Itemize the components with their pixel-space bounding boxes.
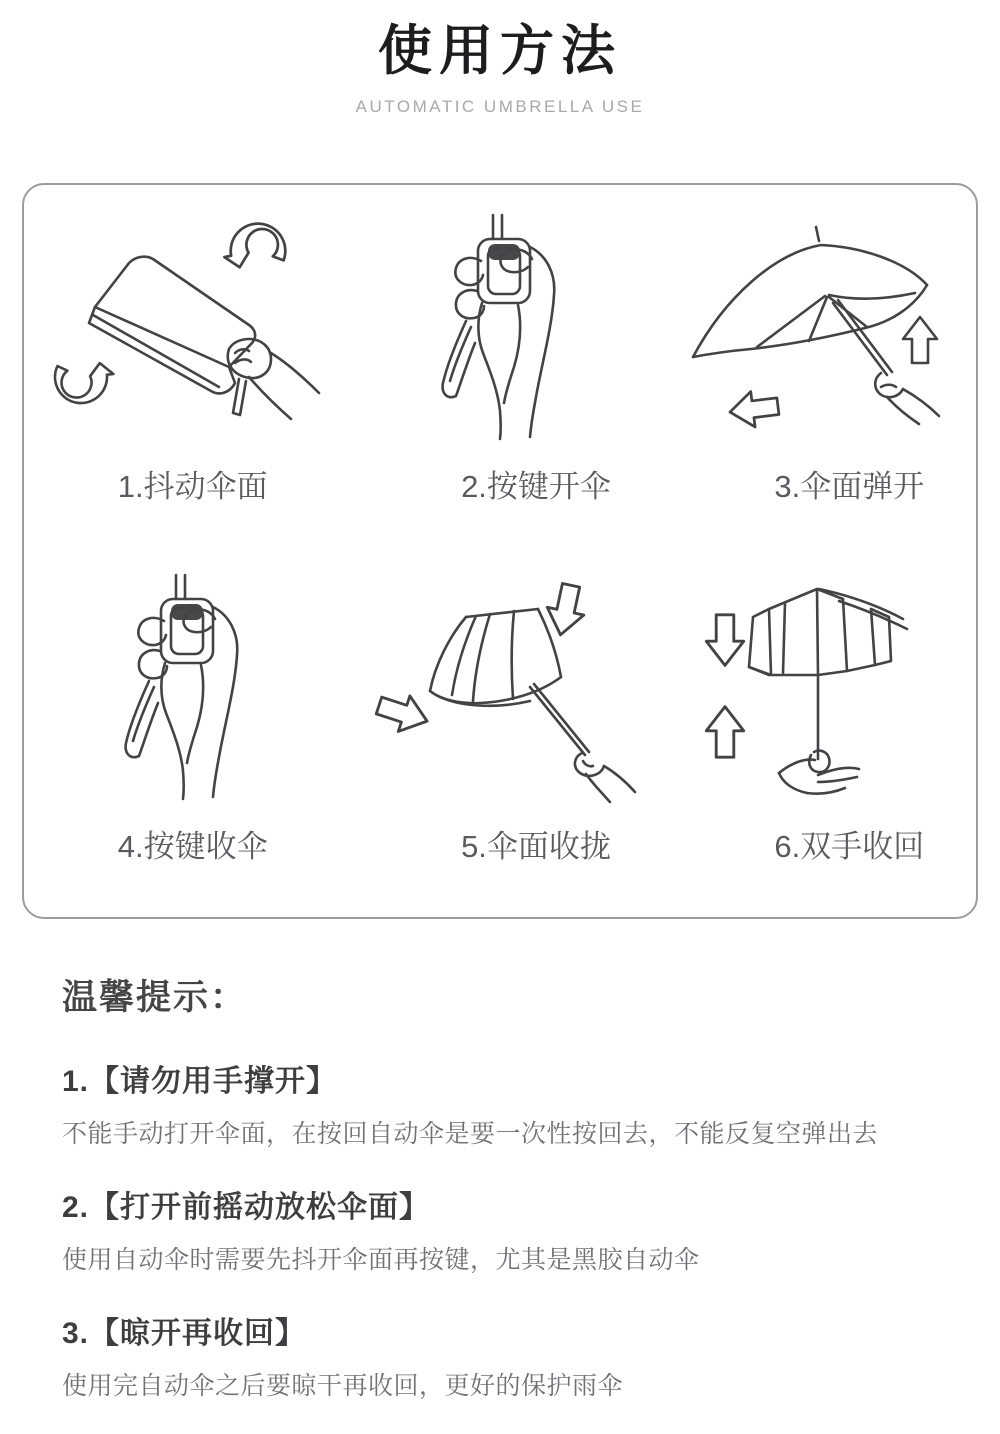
tip-2-title: 2.【打开前摇动放松伞面】 [62, 1191, 431, 1224]
up-arrow-icon [707, 707, 744, 758]
step-2-cell [341, 201, 658, 515]
step-4-label: 4.按键收伞 [117, 829, 268, 864]
umbrella-handle-drawing [478, 215, 530, 303]
step-3-cell [659, 201, 976, 515]
up-arrow-icon [903, 317, 937, 363]
step-6-illustration-retract-both-hands [667, 561, 967, 811]
step-1-illustration-shake-umbrella [33, 201, 333, 451]
step-3-illustration-canopy-open [667, 201, 967, 451]
tip-2-body: 使用自动伞时需要先抖开伞面再按键，尤其是黑胶自动伞 [62, 1246, 700, 1274]
hand-drawing [125, 607, 237, 799]
down-arrow-icon [542, 581, 589, 638]
half-folded-umbrella-drawing [749, 589, 907, 759]
tip-1-title: 1.【请勿用手撑开】 [62, 1065, 338, 1098]
step-1-cell [24, 201, 341, 515]
step-4-illustration-press-button-close [33, 561, 333, 811]
step-2-illustration-press-button-open [350, 201, 650, 451]
tip-item [62, 1182, 962, 1276]
left-arrow-icon [728, 388, 780, 429]
hand-drawing [227, 339, 318, 419]
page-title: 使用方法 [378, 21, 622, 81]
rotate-arrow-icon [224, 224, 285, 268]
step-4-cell [24, 515, 341, 917]
steps-panel [22, 183, 978, 919]
step-6-label: 6.双手收回 [774, 829, 925, 864]
tips-section [62, 970, 962, 1434]
step-6-cell [659, 515, 976, 917]
umbrella-handle-drawing [161, 575, 213, 663]
step-3-label: 3.伞面弹开 [774, 469, 925, 504]
rotate-arrow-icon [52, 359, 113, 405]
tip-3-body: 使用完自动伞之后要晾干再收回，更好的保护雨伞 [62, 1372, 624, 1400]
right-arrow-icon [373, 688, 433, 739]
page-subtitle: AUTOMATIC UMBRELLA USE [355, 97, 645, 116]
step-5-cell [341, 515, 658, 917]
down-arrow-icon [707, 615, 744, 666]
step-1-label: 1.抖动伞面 [117, 469, 268, 504]
tip-3-title: 3.【晾开再收回】 [62, 1317, 307, 1350]
open-umbrella-drawing [693, 227, 927, 375]
hand-drawing [575, 753, 635, 802]
tips-heading: 温馨提示： [62, 978, 248, 1017]
tip-item [62, 1308, 962, 1402]
step-5-illustration-canopy-folding [350, 561, 650, 811]
hand-drawing [876, 373, 940, 424]
hand-drawing [443, 247, 555, 439]
step-2-label: 2.按键开伞 [461, 469, 611, 504]
step-5-label: 5.伞面收拢 [461, 829, 611, 864]
tip-1-body: 不能手动打开伞面，在按回自动伞是要一次性按回去，不能反复空弹出去 [62, 1120, 879, 1148]
tip-item [62, 1056, 962, 1150]
